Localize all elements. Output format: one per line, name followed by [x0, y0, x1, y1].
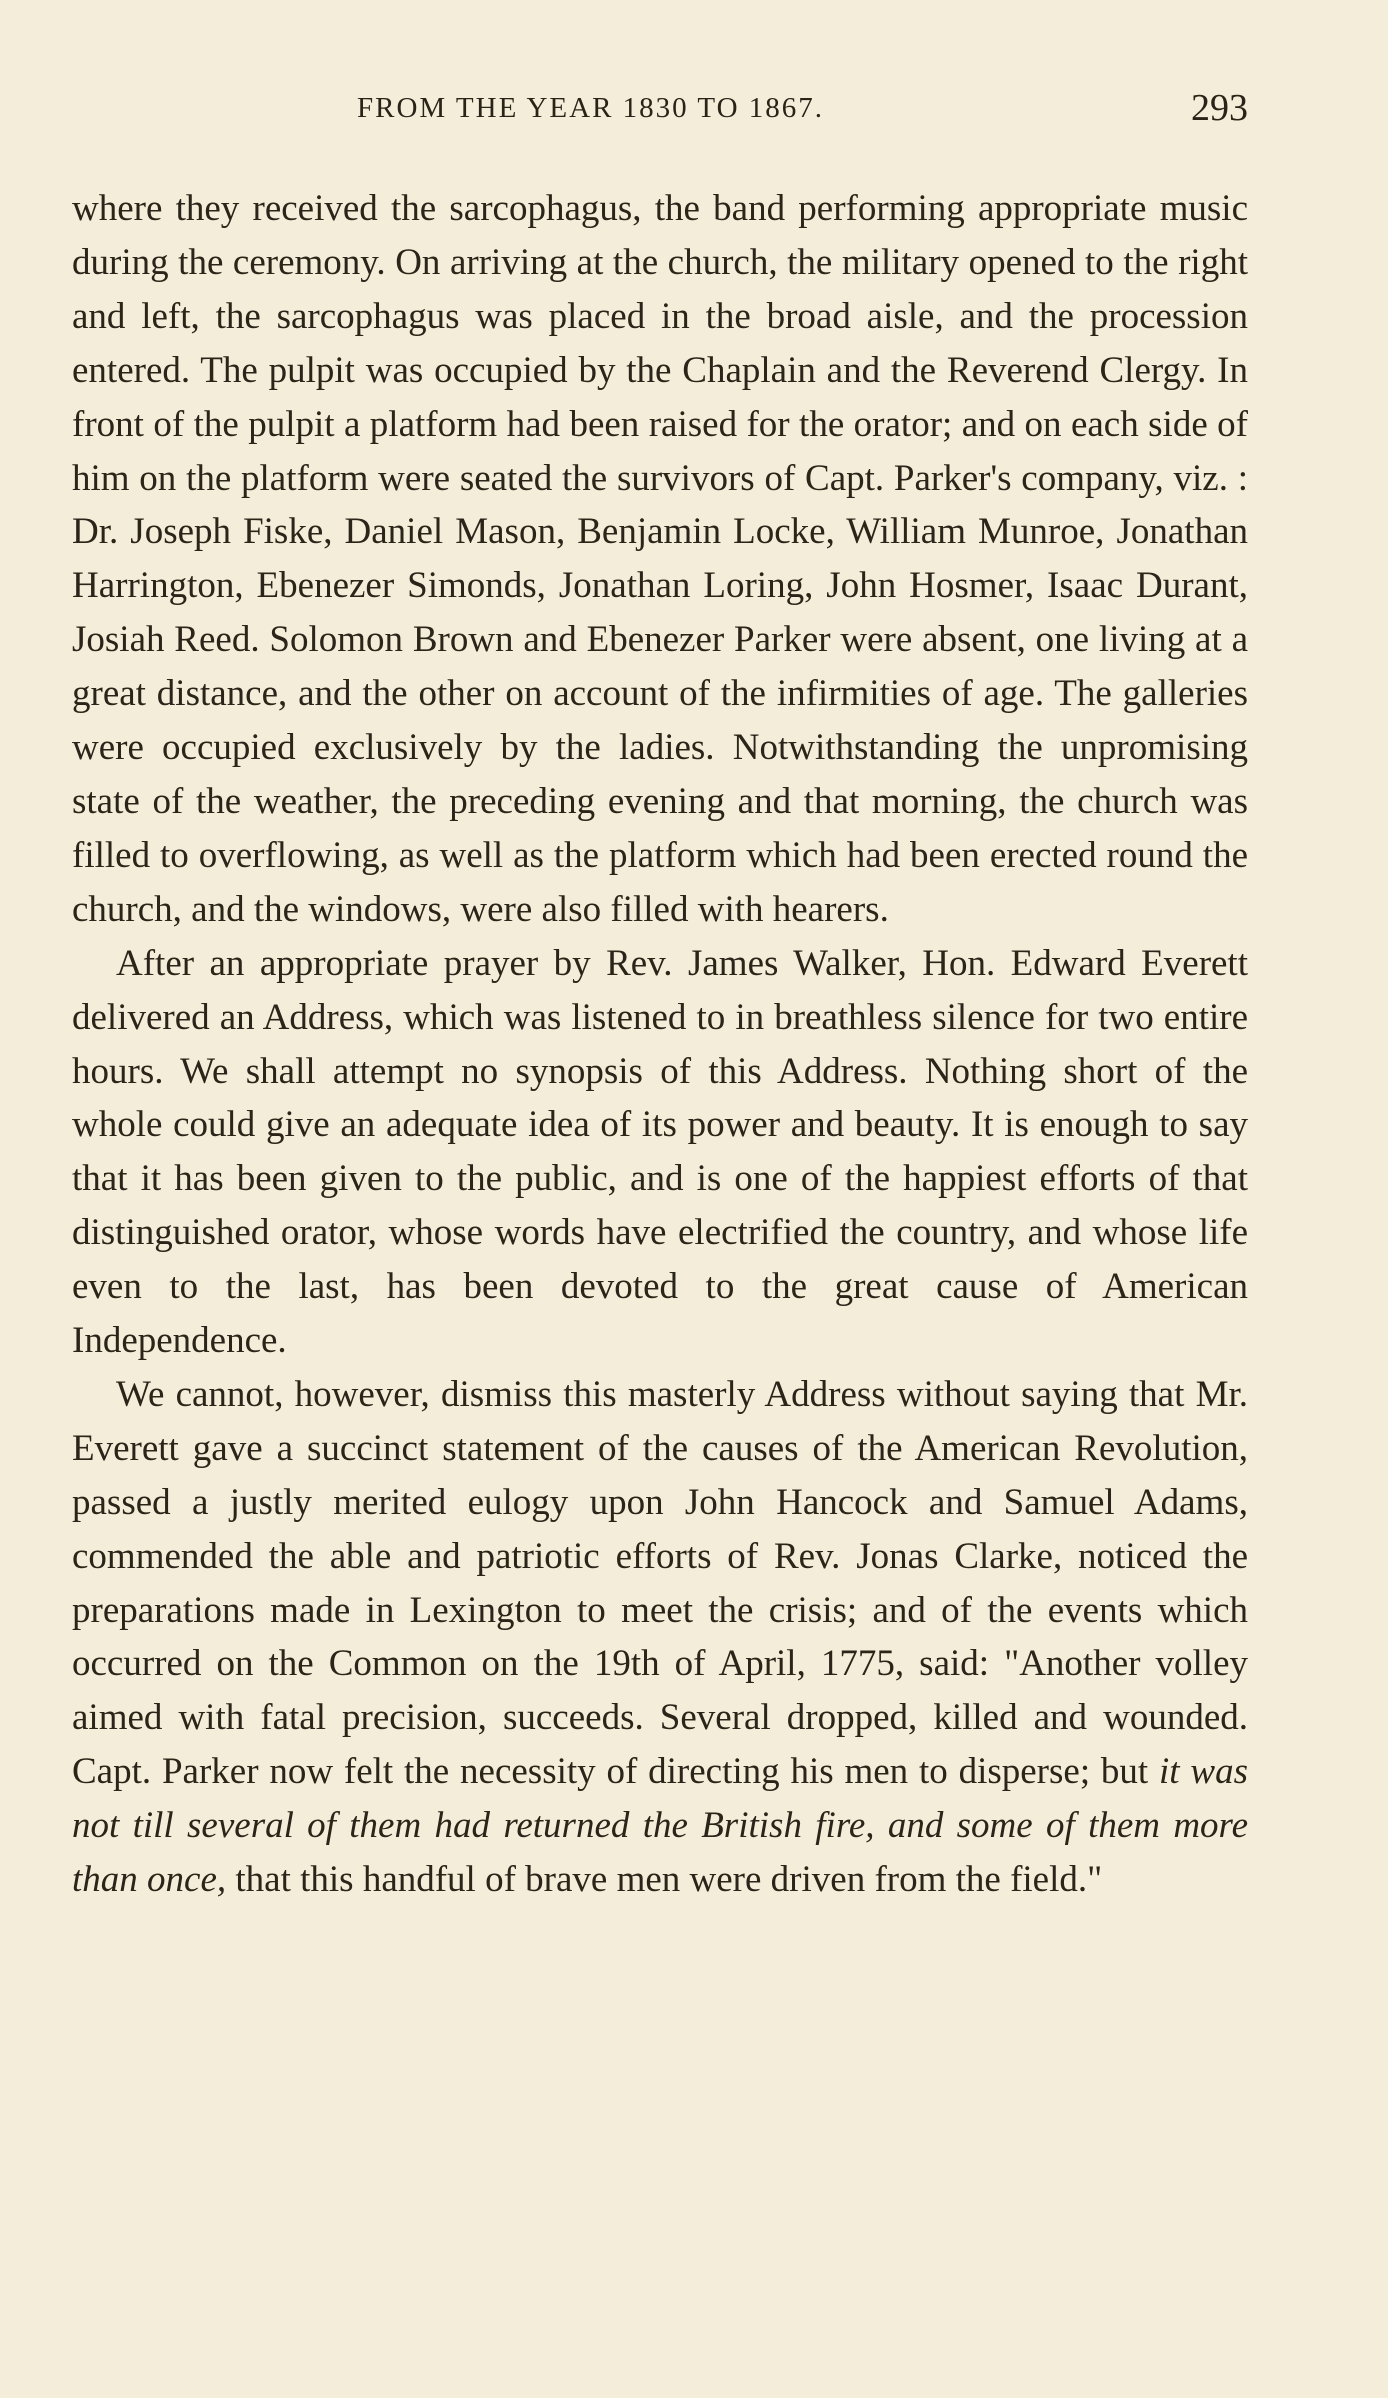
paragraph-2: After an appropriate prayer by Rev. James Walker, Hon. Edward Everett delivered an Address, which was listened to in breathless silence for two entire hours. We shall attempt no synopsis of this Address. Nothing short of the whole could give an adequate idea of its power and beauty. It is enough to say that it has been given to the public, and is one of the happiest efforts of that distinguished orator, whose words have electrified the country, and whose life even to the last, has been devoted to the great cause of American Independence. — [72, 942, 1248, 1362]
paragraph-3 — [72, 1368, 1248, 1907]
paragraph-3-italic-quote: it was not till several of them had returned the British fire, and some of them more than once, — [72, 1751, 1248, 1901]
running-title: FROM THE YEAR 1830 TO 1867. — [357, 92, 825, 124]
body-text — [72, 182, 1248, 1907]
paragraph-3-text-start: We cannot, however, dismiss this masterly Address without saying that Mr. Everett gave a succinct statement of the causes of the American Revolution, passed a justly merited eulogy upon John Hancock and Samuel Adams, commended the able and patriotic efforts of Rev. Jonas Clarke, noticed the preparations made in Lexington to meet the crisis; and of the events which occurred on the Common on the 19th of April, 1775, said: "Another volley aimed with fatal precision, succeeds. Several dropped, killed and wounded. Capt. Parker now felt the necessity of directing his men to disperse; but — [72, 1373, 1248, 1793]
page-number: 293 — [1191, 87, 1248, 129]
paragraph-1: where they received the sarcophagus, the band performing appropriate music during the ceremony. On arriving at the church, the military opened to the right and left, the sarcophagus was placed in the broad aisle, and the procession entered. The pulpit was occupied by the Chaplain and the Reverend Clergy. In front of the pulpit a platform had been raised for the orator; and on each side of him on the platform were seated the survivors of Capt. Parker's company, viz. : Dr. Joseph Fiske, Daniel Mason, Benjamin Locke, William Munroe, Jonathan Harrington, Ebenezer Simonds, Jonathan Loring, John Hosmer, Isaac Durant, Josiah Reed. Solomon Brown and Ebenezer Parker were absent, one living at a great distance, and the other on account of the infirmities of age. The galleries were occupied exclusively by the ladies. Notwithstanding the unpromising state of the weather, the preceding evening and that morning, the church was filled to overflowing, as well as the platform which had been erected round the church, and the windows, were also filled with hearers. — [72, 188, 1248, 930]
page-header — [72, 87, 1248, 132]
paragraph-3-text-end: that this handful of brave men were driven from the field." — [226, 1859, 1103, 1901]
